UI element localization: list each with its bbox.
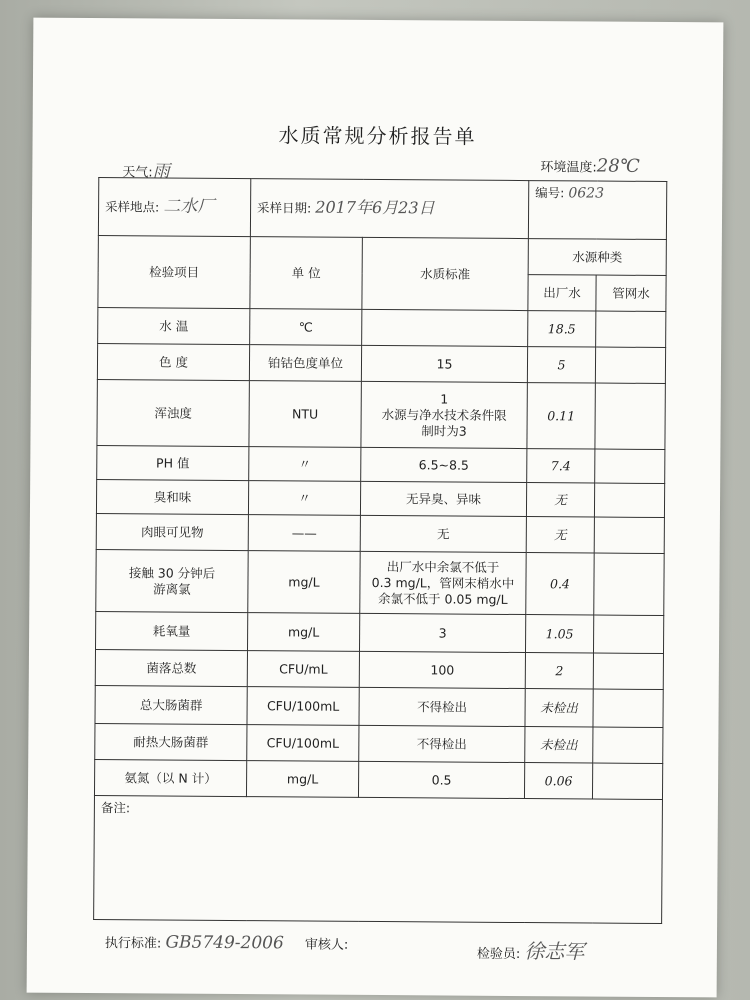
unit-cell: CFU/100mL — [247, 687, 359, 726]
item-cell: 总大肠菌群 — [95, 686, 247, 725]
header-source-type: 水源种类 — [528, 239, 666, 276]
unit-cell: NTU — [249, 381, 361, 448]
table-row — [96, 550, 664, 616]
network-cell — [595, 383, 665, 449]
table-row — [95, 650, 663, 690]
outlet-cell: 无 — [526, 517, 594, 553]
weather-label: 天气: — [122, 165, 153, 181]
table-row — [97, 446, 665, 484]
network-cell — [594, 483, 664, 517]
standard-cell: 无 — [360, 515, 526, 552]
item-cell: 臭和味 — [96, 480, 248, 515]
standard-cell: 0.5 — [358, 761, 524, 798]
header-unit: 单 位 — [250, 237, 362, 310]
standard-cell: 6.5~8.5 — [361, 447, 527, 482]
network-cell — [596, 311, 666, 347]
table-row — [96, 612, 664, 654]
sampling-row — [98, 178, 666, 240]
network-cell — [592, 763, 662, 799]
table-row — [95, 724, 663, 764]
outlet-cell: 0.06 — [524, 763, 592, 799]
standard-cell — [362, 309, 528, 346]
header-item: 检验项目 — [98, 236, 250, 309]
item-cell: 色 度 — [97, 344, 249, 381]
table-row — [94, 760, 662, 800]
remarks-label: 备注: — [94, 796, 663, 924]
header-standard: 水质标准 — [362, 237, 528, 310]
unit-cell: ℃ — [250, 309, 362, 346]
table-row — [97, 380, 665, 450]
env-temp-label: 环境温度: — [540, 160, 597, 176]
unit-cell: CFU/mL — [247, 651, 359, 688]
weather-value: 雨 — [152, 161, 170, 182]
standard-label: 执行标准: — [104, 936, 162, 952]
unit-cell: —— — [248, 515, 360, 552]
unit-cell: 〃 — [249, 447, 361, 482]
location-label: 采样地点: — [105, 199, 160, 215]
outlet-cell: 0.11 — [527, 383, 595, 449]
table-row — [95, 686, 663, 728]
outlet-cell: 5 — [527, 347, 595, 383]
outlet-cell: 1.05 — [525, 615, 593, 653]
item-cell: 水 温 — [98, 308, 250, 345]
network-cell — [595, 449, 665, 483]
item-cell: 接触 30 分钟后 游离氯 — [96, 550, 248, 613]
standard-cell: 3 — [359, 613, 525, 652]
network-cell — [593, 653, 663, 689]
item-cell: 肉眼可见物 — [96, 514, 248, 551]
number-value: 0623 — [568, 185, 605, 202]
env-temp-field — [540, 155, 640, 177]
outlet-cell: 未检出 — [525, 689, 593, 727]
reviewer-label: 审核人: — [304, 937, 349, 953]
number-cell — [528, 181, 666, 240]
outlet-cell: 0.4 — [526, 553, 594, 615]
location-cell — [98, 178, 250, 237]
remarks-row — [94, 796, 663, 924]
page-title: 水质常规分析报告单 — [278, 123, 477, 149]
header-outlet: 出厂水 — [528, 275, 596, 311]
table-row — [97, 344, 665, 384]
standard-cell: 出厂水中余氯不低于 0.3 mg/L，管网末梢水中 余氯不低于 0.05 mg/L — [360, 551, 526, 614]
standard-cell: 不得检出 — [359, 725, 525, 762]
outlet-cell: 2 — [525, 653, 593, 689]
standard-cell: 不得检出 — [359, 687, 525, 726]
unit-cell: mg/L — [246, 761, 358, 798]
env-temp-value: 28℃ — [596, 155, 640, 177]
network-cell — [595, 347, 665, 383]
standard-cell: 100 — [359, 651, 525, 688]
number-label: 编号: — [535, 185, 565, 201]
unit-cell: 〃 — [248, 481, 360, 516]
network-cell — [594, 553, 664, 615]
location-value: 二水厂 — [163, 196, 215, 217]
analysis-table — [93, 177, 667, 924]
standard-cell: 15 — [361, 345, 527, 382]
item-cell: 耗氧量 — [96, 612, 248, 651]
report-sheet — [27, 18, 724, 998]
date-value: 2017年6月23日 — [315, 197, 435, 218]
network-cell — [593, 615, 663, 653]
network-cell — [593, 689, 663, 727]
unit-cell: mg/L — [247, 613, 359, 652]
inspector-label: 检验员: — [476, 946, 521, 963]
header-network: 管网水 — [596, 275, 666, 311]
outlet-cell: 18.5 — [528, 311, 596, 347]
item-cell: 耐热大肠菌群 — [95, 724, 247, 761]
standard-cell: 无异臭、异味 — [360, 481, 526, 516]
outlet-cell: 无 — [526, 483, 594, 517]
date-cell — [250, 179, 528, 239]
unit-cell: 铂钴色度单位 — [249, 345, 361, 382]
executive-standard — [105, 932, 284, 953]
standard-cell: 1 水源与净水技术条件限 制时为3 — [361, 381, 527, 448]
inspector-field — [477, 935, 585, 965]
item-cell: 浑浊度 — [97, 380, 249, 447]
outlet-cell: 未检出 — [525, 727, 593, 763]
network-cell — [593, 727, 663, 763]
network-cell — [594, 517, 664, 553]
outlet-cell: 7.4 — [527, 449, 595, 483]
standard-value: GB5749-2006 — [165, 932, 284, 954]
table-row — [98, 308, 666, 348]
header-row-1 — [98, 236, 666, 276]
table-row — [96, 480, 664, 518]
date-label: 采样日期: — [257, 200, 312, 216]
table-row — [96, 514, 664, 554]
unit-cell: mg/L — [248, 551, 360, 614]
item-cell: 氨氮（以 N 计） — [94, 760, 246, 797]
item-cell: PH 值 — [97, 446, 249, 481]
inspector-signature: 徐志军 — [524, 939, 585, 964]
unit-cell: CFU/100mL — [247, 725, 359, 762]
item-cell: 菌落总数 — [95, 650, 247, 687]
